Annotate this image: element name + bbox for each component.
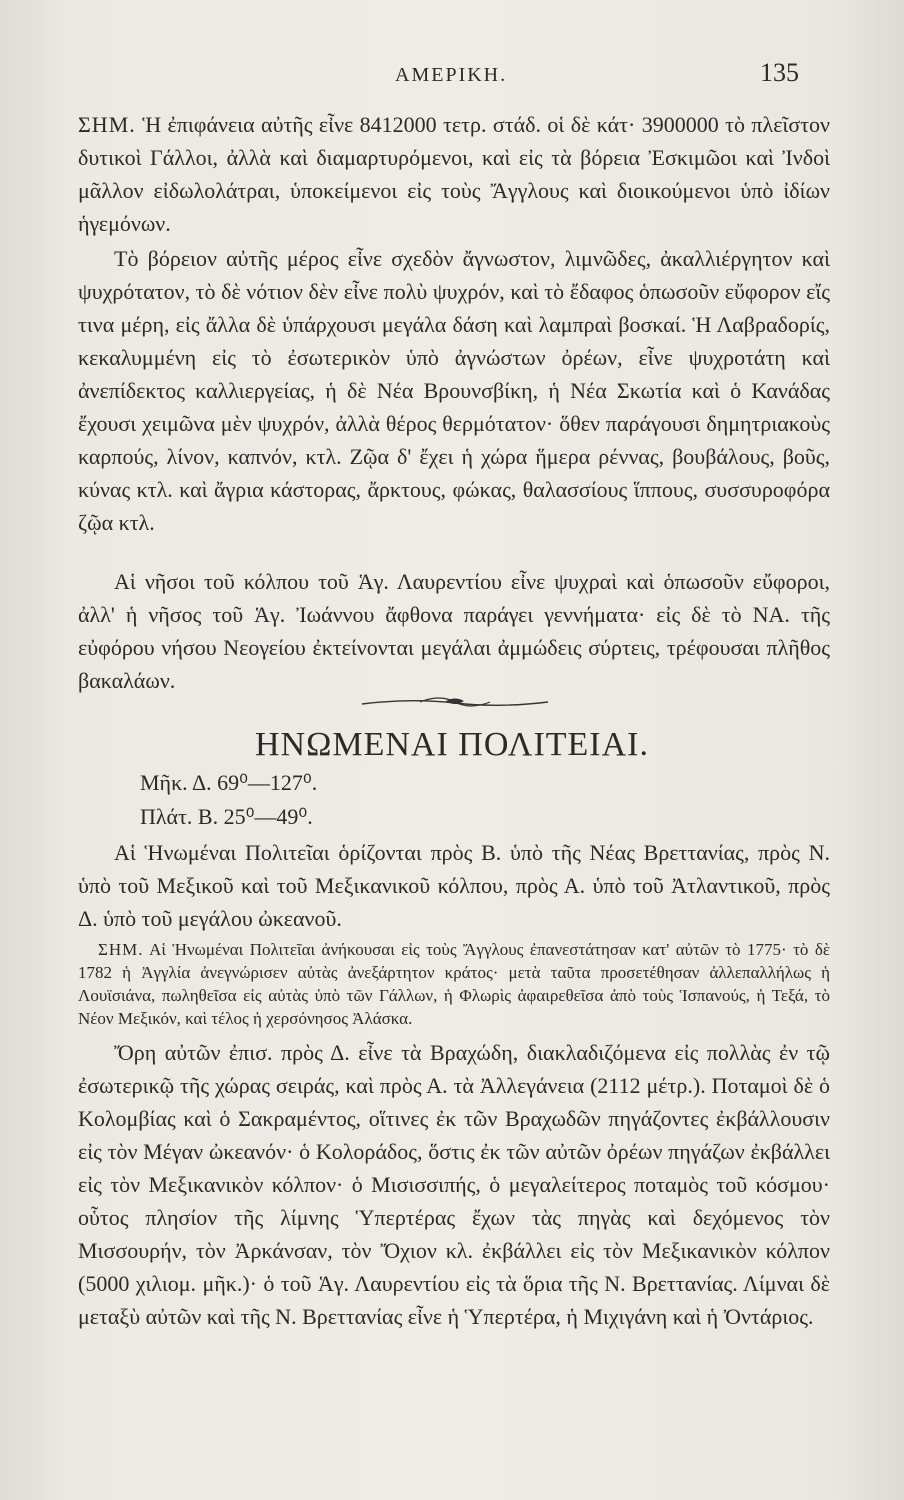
paragraph-text: Αἱ νῆσοι τοῦ κόλπου τοῦ Ἁγ. Λαυρεντίου εἶνε ψυχραὶ καὶ ὁπωσοῦν εὔφοροι, ἀλλ' ἡ νῆσος τοῦ Ἁγ. Ἰωάννου ἄφθονα παράγει γεννήματα· εἰς δὲ τὸ ΝΑ. τῆς εὐφόρου νήσου Νεογείου ἐκτείνονται μεγάλαι ἀμμώδεις σύρτεις, τρέφουσαι πλῆθος βακαλάων. <box>78 569 830 693</box>
latitude-range: Πλάτ. Β. 25⁰—49⁰. <box>140 804 313 829</box>
longitude-range: Μῆκ. Δ. 69⁰—127⁰. <box>140 770 318 795</box>
note-label: ΣΗΜ. <box>78 112 136 137</box>
america-paragraph-2 <box>78 565 830 697</box>
page-header <box>0 58 904 98</box>
america-paragraph-1 <box>78 242 830 539</box>
america-note <box>78 108 830 240</box>
paragraph-text: Ὄρη αὐτῶν ἐπισ. πρὸς Δ. εἶνε τὰ Βραχώδη, διακλαδιζόμενα εἰς πολλὰς ἐν τῷ ἐσωτερικῷ τῆς χώρας σειράς, καὶ πρὸς Α. τὰ Ἀλλεγάνεια (2112 μέτρ.). Ποταμοὶ δὲ ὁ Κολομβίας καὶ ὁ Σακραμέντος, οἵτινες ἐκ τῶν Βραχωδῶν πηγάζοντες ἐκβάλλουσιν εἰς τὸν Μέγαν ὠκεανόν· ὁ Κολοράδος, ὅστις ἐκ τῶν αὐτῶν ὀρέων πηγάζων ἐκβάλλει εἰς τὸν Μεξικανικὸν κόλπον· ὁ Μισισσιπής, ὁ μεγαλείτερος ποταμὸς τοῦ κόσμου· οὗτος πλησίον τῆς λίμνης Ὑπερτέρας ἔχων τὰς πηγὰς καὶ δεχόμενος τὸν Μισσουρήν, τὸν Ἀρκάνσαν, τὸν Ὄχιον κλ. ἐκβάλλει εἰς τὸν Μεξικανικὸν κόλπον (5000 χιλιομ. μῆκ.)· ὁ τοῦ Ἁγ. Λαυρεντίου εἰς τὰ ὅρια τῆς Ν. Βρεττανίας. Λίμναι δὲ μεταξὺ αὐτῶν καὶ τῆς Ν. Βρεττανίας εἶνε ἡ Ὑπερτέρα, ἡ Μιχιγάνη καὶ ἡ Ὀντάριος. <box>78 1040 830 1329</box>
paragraph-text: Αἱ Ἡνωμέναι Πολιτεῖαι ὁρίζονται πρὸς Β. ὑπὸ τῆς Νέας Βρεττανίας, πρὸς Ν. ὑπὸ τοῦ Μεξικοῦ καὶ τοῦ Μεξικανικοῦ κόλπου, πρὸς Α. ὑπὸ τοῦ Ἀτλαντικοῦ, πρὸς Δ. ὑπὸ τοῦ μεγάλου ὠκεανοῦ. <box>78 840 830 931</box>
ornamental-divider <box>360 692 550 712</box>
paragraph-text: Τὸ βόρειον αὐτῆς μέρος εἶνε σχεδὸν ἄγνωστον, λιμνῶδες, ἀκαλλιέργητον καὶ ψυχρότατον, τὸ δὲ νότιον δὲν εἶνε πολὺ ψυχρόν, καὶ τὸ ἔδαφος ὁπωσοῦν εὔφορον εἴς τινα μέρη, εἰς ἄλλα δὲ ὑπάρχουσι μεγάλα δάση καὶ λαμπραὶ βοσκαί. Ἡ Λαβραδορίς, κεκαλυμμένη εἰς τὸ ἐσωτερικὸν ὑπὸ ἀγνώστων ὀρέων, εἶνε ψυχροτάτη καὶ ἀνεπίδεκτος καλλιεργείας, ἡ δὲ Νέα Βρουνσβίκη, ἡ Νέα Σκωτία καὶ ὁ Κανάδας ἔχουσι χειμῶνα μὲν ψυχρόν, ἀλλὰ θέρος θερμότατον· ὅθεν παράγουσι δημητριακοὺς καρπούς, λίνον, καπνόν, κτλ. Ζῷα δ' ἔχει ἡ χώρα ἥμερα ρέννας, βουβάλους, βοῦς, κύνας κτλ. καὶ ἄγρια κάστορας, ἄρκτους, φώκας, θαλασσίους ἵππους, συσσυροφόρα ζῷα κτλ. <box>78 246 830 535</box>
section-title: ΗΝΩΜΕΝΑΙ ΠΟΛΙΤΕΙΑΙ. <box>255 726 649 763</box>
running-head: ΑΜΕΡΙΚΗ. <box>395 64 508 86</box>
note-label: ΣΗΜ. <box>98 940 144 959</box>
us-paragraph-2 <box>78 1036 830 1333</box>
us-note <box>78 938 830 1030</box>
us-paragraph-1 <box>78 836 830 935</box>
page-number: 135 <box>760 58 799 87</box>
note-text: Ἡ ἐπιφάνεια αὐτῆς εἶνε 8412000 τετρ. στάδ. οἱ δὲ κάτ· 3900000 τὸ πλεῖστον δυτικοὶ Γάλλοι, ἀλλὰ καὶ διαμαρτυρόμενοι, καὶ εἰς τὰ βόρεια Ἐσκιμῶοι καὶ Ἰνδοὶ μᾶλλον εἰδωλολάτραι, ὑποκείμενοι εἰς τοὺς Ἄγγλους καὶ διοικούμενοι ὑπὸ ἰδίων ἡγεμόνων. <box>78 112 830 236</box>
note-text: Αἱ Ἡνωμέναι Πολιτεῖαι ἀνήκουσαι εἰς τοὺς Ἄγγλους ἐπανεστάτησαν κατ' αὐτῶν τὸ 1775· τὸ δὲ 1782 ἡ Ἀγγλία ἀνεγνώρισεν αὐτὰς ἀνεξάρτητον κράτος· μετὰ ταῦτα προσετέθησαν ἀλλεπαλλήλως ἡ Λουϊσιάνα, πωληθεῖσα εἰς αὐτὰς ὑπὸ τῶν Γάλλων, ἡ Φλωρὶς ἀφαιρεθεῖσα ἀπὸ τοὺς Ἱσπανούς, ἡ Τεξά, τὸ Νέον Μεξικόν, καὶ τέλος ἡ χερσόνησος Ἀλάσκα. <box>78 940 831 1028</box>
